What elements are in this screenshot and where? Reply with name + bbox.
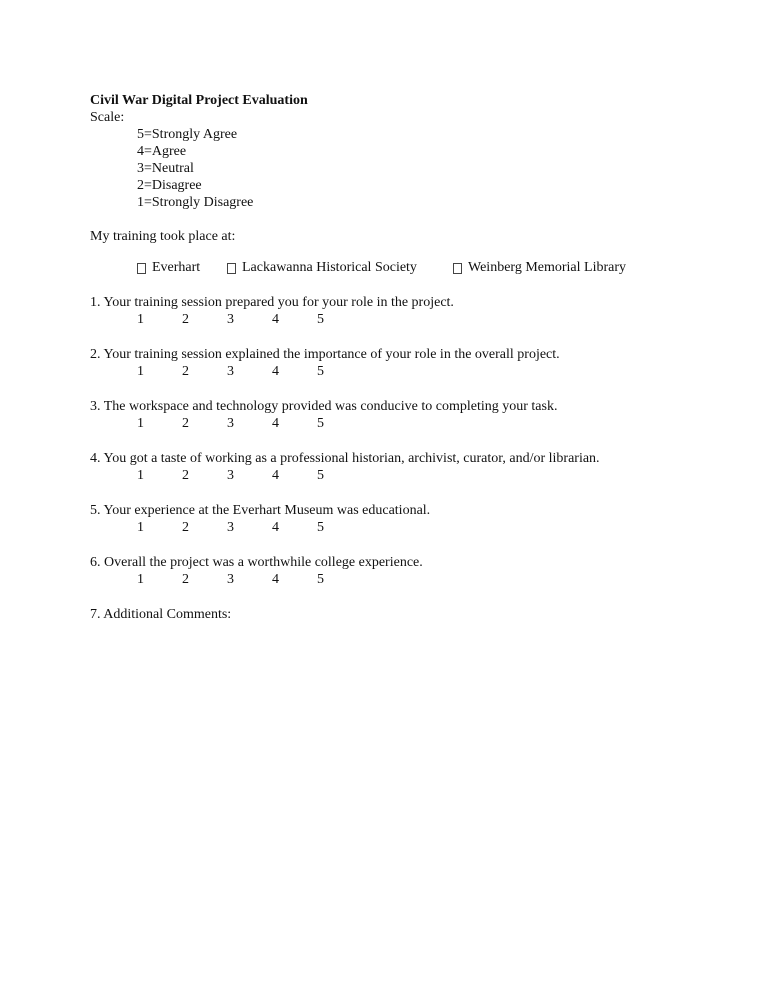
- scale-item-3: 3=Neutral: [137, 161, 194, 176]
- rating-option-5[interactable]: 5: [317, 572, 324, 587]
- option-weinberg[interactable]: [453, 258, 626, 278]
- rating-option-2[interactable]: 2: [182, 468, 189, 483]
- rating-scale: [90, 363, 730, 380]
- rating-scale: [90, 311, 730, 328]
- rating-scale: [90, 519, 730, 536]
- checkbox-icon[interactable]: [137, 263, 146, 274]
- question-6: [90, 554, 730, 606]
- checkbox-icon[interactable]: [453, 263, 462, 274]
- scale-item-5: 5=Strongly Agree: [137, 127, 238, 142]
- rating-option-4[interactable]: 4: [272, 416, 279, 431]
- scale-item-1: 1=Strongly Disagree: [137, 195, 254, 210]
- rating-option-3[interactable]: 3: [227, 572, 234, 587]
- question-5: [90, 502, 730, 554]
- rating-option-3[interactable]: 3: [227, 468, 234, 483]
- rating-option-5[interactable]: 5: [317, 364, 324, 379]
- question-1: [90, 294, 730, 346]
- rating-option-4[interactable]: 4: [272, 520, 279, 535]
- rating-option-1[interactable]: 1: [137, 520, 144, 535]
- rating-option-4[interactable]: 4: [272, 312, 279, 327]
- question-text: 2. Your training session explained the importance of your role in the overall project.: [90, 347, 560, 362]
- rating-option-5[interactable]: 5: [317, 520, 324, 535]
- option-everhart-label: Everhart: [152, 260, 201, 275]
- question-list: [90, 294, 730, 606]
- training-prompt: My training took place at:: [90, 229, 236, 244]
- rating-scale: [90, 415, 730, 432]
- option-weinberg-label: Weinberg Memorial Library: [468, 260, 627, 275]
- rating-scale: [90, 571, 730, 588]
- option-lackawanna-label: Lackawanna Historical Society: [242, 260, 417, 275]
- rating-option-1[interactable]: 1: [137, 572, 144, 587]
- question-2: [90, 346, 730, 398]
- form-title: Civil War Digital Project Evaluation: [90, 93, 308, 108]
- checkbox-icon[interactable]: [227, 263, 236, 274]
- question-text: 3. The workspace and technology provided was conducive to completing your task.: [90, 399, 558, 414]
- rating-option-4[interactable]: 4: [272, 364, 279, 379]
- rating-option-1[interactable]: 1: [137, 416, 144, 431]
- question-text: 6. Overall the project was a worthwhile college experience.: [90, 555, 423, 570]
- evaluation-form: [90, 92, 730, 623]
- question-text: 1. Your training session prepared you for your role in the project.: [90, 295, 454, 310]
- rating-option-3[interactable]: 3: [227, 312, 234, 327]
- scale-item-2: 2=Disagree: [137, 178, 202, 193]
- rating-option-5[interactable]: 5: [317, 416, 324, 431]
- rating-option-3[interactable]: 3: [227, 416, 234, 431]
- rating-option-5[interactable]: 5: [317, 468, 324, 483]
- rating-option-3[interactable]: 3: [227, 520, 234, 535]
- rating-option-1[interactable]: 1: [137, 312, 144, 327]
- scale-label: Scale:: [90, 110, 125, 125]
- rating-option-2[interactable]: 2: [182, 520, 189, 535]
- question-3: [90, 398, 730, 450]
- scale-item-4: 4=Agree: [137, 144, 187, 159]
- rating-option-1[interactable]: 1: [137, 364, 144, 379]
- rating-option-3[interactable]: 3: [227, 364, 234, 379]
- rating-option-2[interactable]: 2: [182, 364, 189, 379]
- rating-option-4[interactable]: 4: [272, 468, 279, 483]
- rating-option-2[interactable]: 2: [182, 416, 189, 431]
- rating-option-5[interactable]: 5: [317, 312, 324, 327]
- rating-scale: [90, 467, 730, 484]
- rating-option-4[interactable]: 4: [272, 572, 279, 587]
- comments-label: 7. Additional Comments:: [90, 607, 232, 622]
- question-text: 5. Your experience at the Everhart Museum was educational.: [90, 503, 431, 518]
- rating-option-2[interactable]: 2: [182, 572, 189, 587]
- training-location-options: [90, 258, 730, 278]
- rating-option-1[interactable]: 1: [137, 468, 144, 483]
- question-4: [90, 450, 730, 502]
- rating-option-2[interactable]: 2: [182, 312, 189, 327]
- option-lackawanna[interactable]: [227, 258, 431, 278]
- option-everhart[interactable]: [137, 258, 205, 278]
- question-text: 4. You got a taste of working as a professional historian, archivist, curator, and/or librarian.: [90, 451, 600, 466]
